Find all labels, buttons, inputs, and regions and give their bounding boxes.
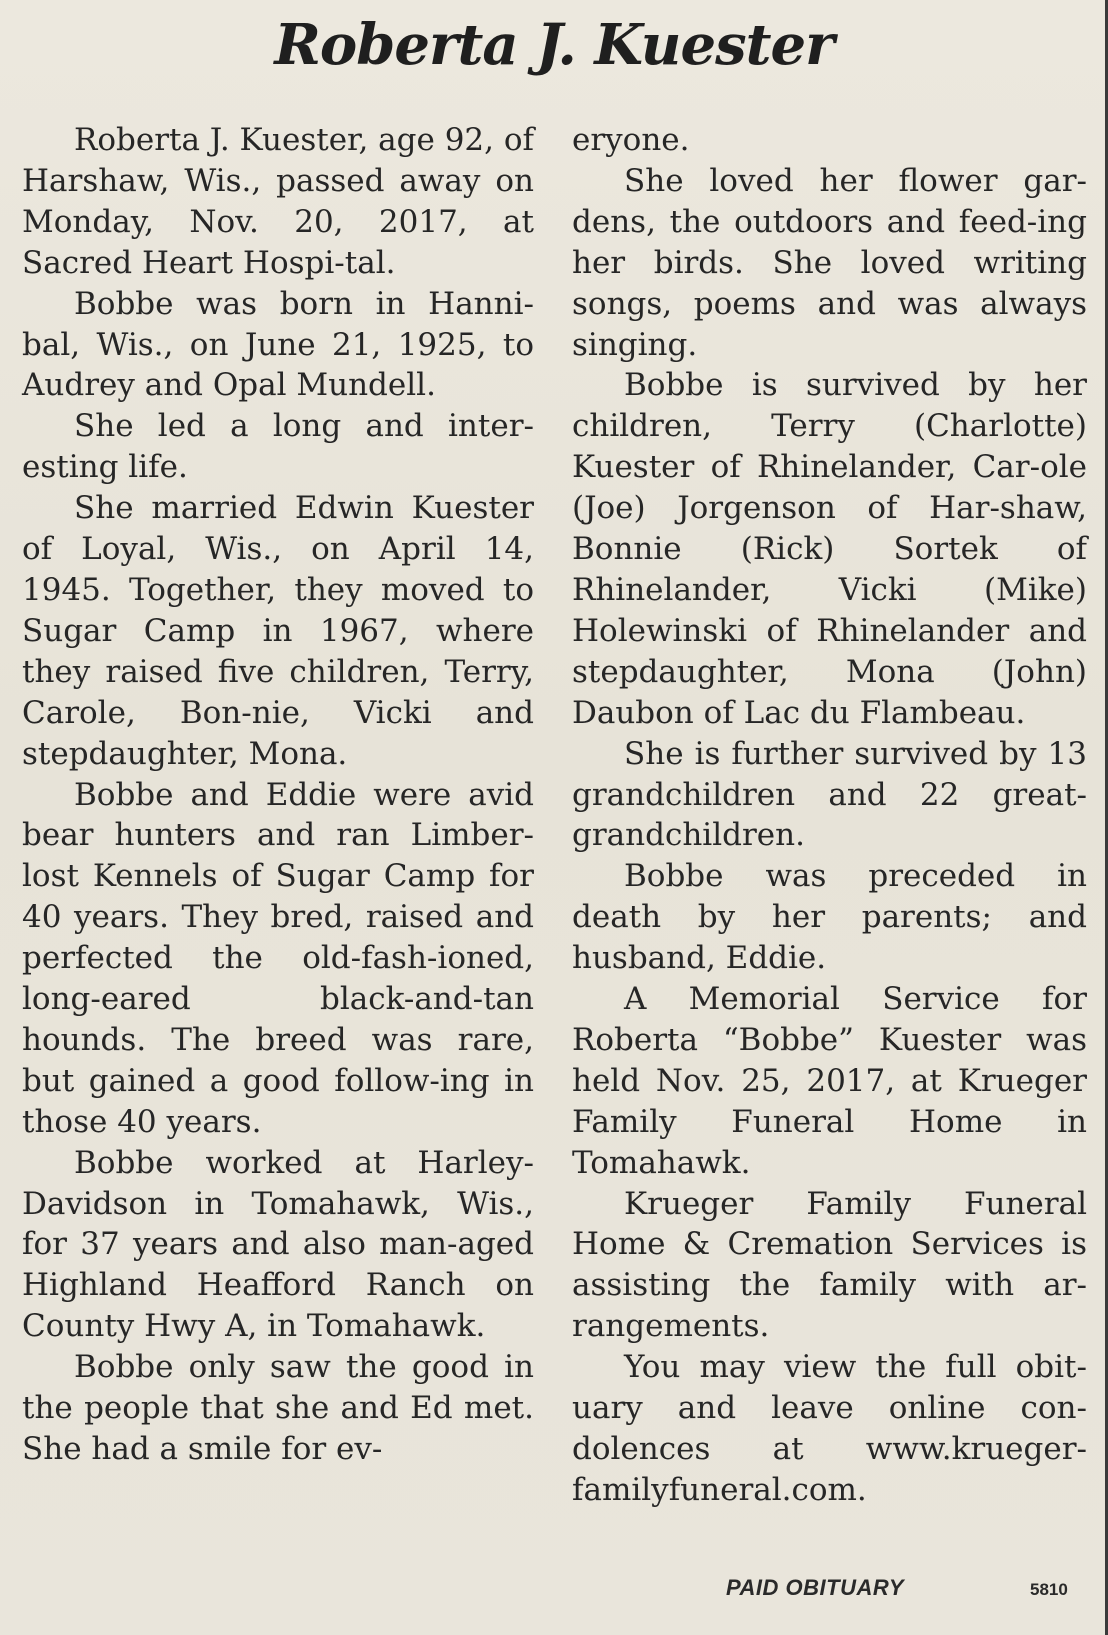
paragraph: Bobbe and Eddie were avid bear hunters and ran Limber-lost Kennels of Sugar Camp for 40 years. They bred, raised and perfected the old-fash-ioned, long-eared black-and-tan hounds. The breed was rare, but gained a good follow-ing in those 40 years. xyxy=(22,776,534,1140)
paragraph: She married Edwin Kuester of Loyal, Wis., on April 14, 1945. Together, they moved to Sugar Camp in 1967, where they raised five children, Terry, Carole, Bon-nie, Vicki and stepdaughter, Mona. xyxy=(22,490,534,772)
paragraph: Krueger Family Funeral Home & Cremation Services is assisting the family with ar-rangements. xyxy=(572,1185,1087,1345)
paragraph: Roberta J. Kuester, age 92, of Harshaw, Wis., passed away on Monday, Nov. 20, 2017, at Sacred Heart Hospi-tal. xyxy=(22,122,534,281)
right-column xyxy=(572,120,1087,1511)
paragraph: A Memorial Service for Roberta “Bobbe” Kuester was held Nov. 25, 2017, at Krueger Family Funeral Home in Tomahawk. xyxy=(572,981,1087,1181)
paragraph: Bobbe was born in Hanni-bal, Wis., on June 21, 1925, to Audrey and Opal Mundell. xyxy=(22,285,534,404)
paragraph: Bobbe is survived by her children, Terry (Charlotte) Kuester of Rhinelander, Car-ole (Joe) Jorgenson of Har-shaw, Bonnie (Rick) Sortek of Rhinelander, Vicki (Mike) Holewinski of Rhinelander and stepdaughter, Mona (John) Daubon of Lac du Flambeau. xyxy=(572,367,1087,731)
paragraph: Bobbe was preceded in death by her parents; and husband, Eddie. xyxy=(572,858,1087,977)
paragraph: She loved her flower gar-dens, the outdoors and feed-ing her birds. She loved writing songs, poems and was always singing. xyxy=(572,162,1087,363)
paragraph: Bobbe worked at Harley-Davidson in Tomahawk, Wis., for 37 years and also man-aged Highland Heafford Ranch on County Hwy A, in Tomahawk. xyxy=(22,1144,534,1345)
paragraph: She led a long and inter-esting life. xyxy=(22,408,534,486)
paragraph: She is further survived by 13 grandchildren and 22 great-grandchildren. xyxy=(572,735,1087,854)
paragraph: You may view the full obit-uary and leave online con-dolences at www.krueger-familyfuneral.com. xyxy=(572,1349,1087,1508)
ad-code: 5810 xyxy=(1030,1580,1068,1599)
headline: Roberta J. Kuester xyxy=(274,12,834,78)
paid-obituary-label: PAID OBITUARY xyxy=(726,1575,905,1600)
left-column xyxy=(22,120,534,1470)
paragraph: Bobbe only saw the good in the people that she and Ed met. She had a smile for ev- xyxy=(22,1349,534,1467)
paragraph-continuation: eryone. xyxy=(572,122,690,158)
